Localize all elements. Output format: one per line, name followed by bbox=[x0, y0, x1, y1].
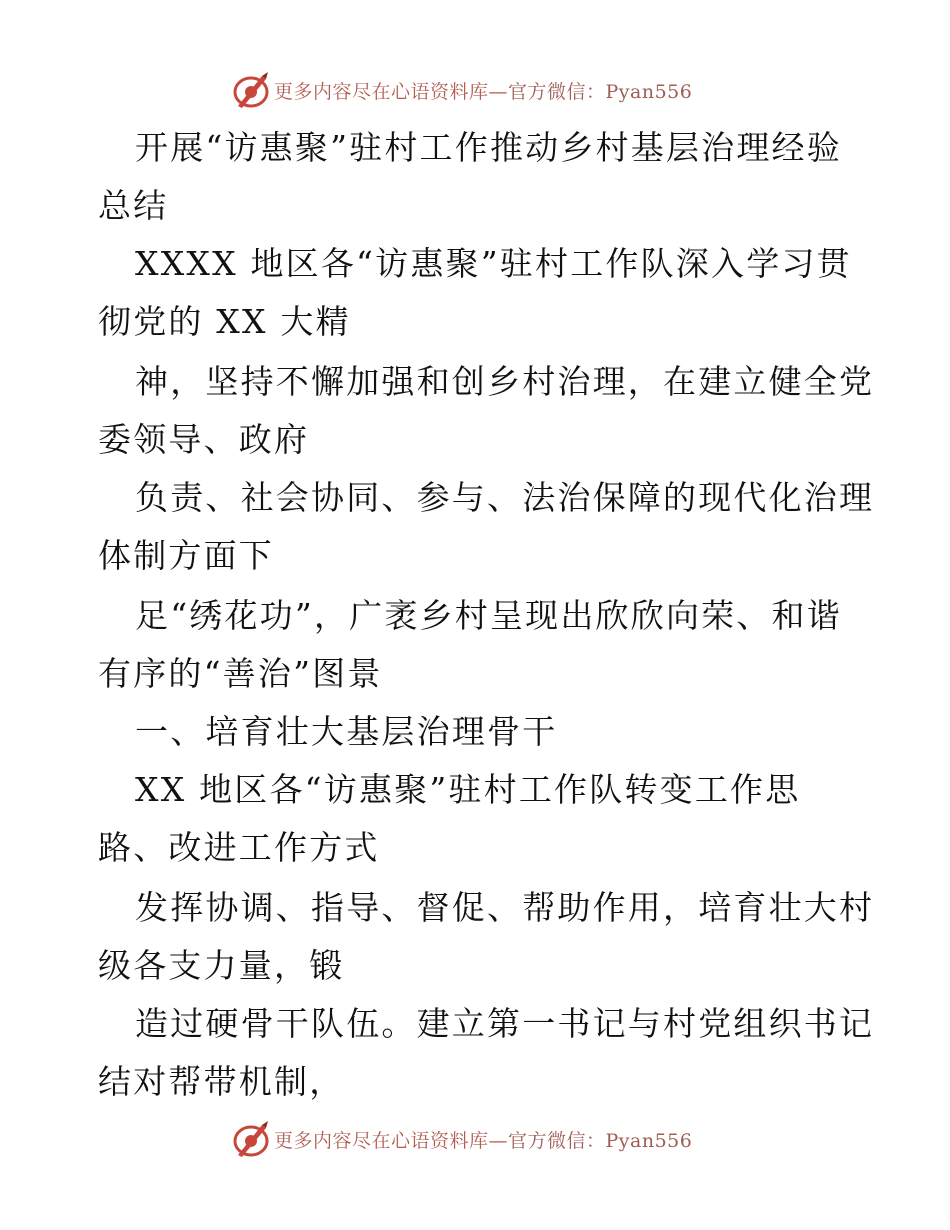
header-watermark-banner bbox=[0, 70, 950, 110]
pen-logo-icon bbox=[232, 72, 270, 108]
body-line-8: 体制方面下 bbox=[98, 536, 274, 575]
body-line-17: 结对帮带机制， bbox=[98, 1062, 345, 1101]
body-line-1: 开展“访惠聚”驻村工作推动乡村基层治理经验 bbox=[135, 128, 842, 167]
body-line-4: 彻党的 XX 大精 bbox=[98, 302, 351, 341]
body-line-2: 总结 bbox=[98, 186, 169, 225]
body-line-9: 足“绣花功”，广袤乡村呈现出欣欣向荣、和谐 bbox=[135, 596, 842, 635]
body-line-6: 委领导、政府 bbox=[98, 420, 310, 459]
pen-logo-icon bbox=[232, 1121, 270, 1157]
body-line-7: 负责、社会协同、参与、法治保障的现代化治理 bbox=[135, 478, 875, 517]
body-line-14: 发挥协调、指导、督促、帮助作用，培育壮大村 bbox=[135, 888, 875, 927]
body-line-10: 有序的“善治”图景 bbox=[98, 654, 383, 693]
footer-watermark-banner bbox=[0, 1119, 950, 1159]
body-line-12: XX 地区各“访惠聚”驻村工作队转变工作思 bbox=[135, 770, 801, 809]
header-brand: 更多内容尽在心语资料库 bbox=[274, 81, 489, 103]
header-watermark-text bbox=[274, 77, 692, 104]
header-wechat: 官方微信：Pyan556 bbox=[508, 81, 693, 103]
body-line-16: 造过硬骨干队伍。建立第一书记与村党组织书记 bbox=[135, 1004, 875, 1043]
body-line-13: 路、改进工作方式 bbox=[98, 828, 380, 867]
section-heading-1: 一、培育壮大基层治理骨干 bbox=[135, 712, 558, 751]
body-line-15: 级各支力量，锻 bbox=[98, 946, 345, 985]
footer-wechat: 官方微信：Pyan556 bbox=[508, 1130, 693, 1152]
body-line-3: XXXX 地区各“访惠聚”驻村工作队深入学习贯 bbox=[135, 244, 852, 283]
footer-dash: — bbox=[488, 1130, 509, 1152]
header-dash: — bbox=[488, 81, 509, 103]
footer-brand: 更多内容尽在心语资料库 bbox=[274, 1130, 489, 1152]
body-line-5: 神，坚持不懈加强和创乡村治理，在建立健全党 bbox=[135, 362, 875, 401]
footer-watermark-text bbox=[274, 1126, 692, 1153]
